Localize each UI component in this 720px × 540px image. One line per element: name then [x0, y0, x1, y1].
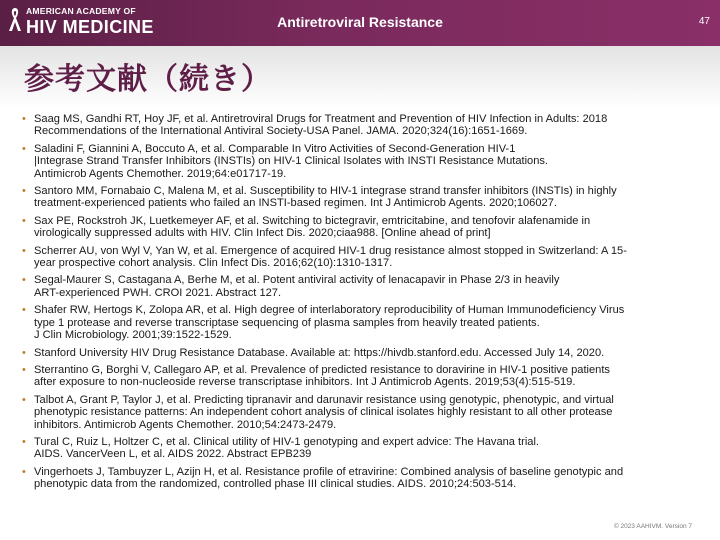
reference-text: Vingerhoets J, Tambuyzer L, Azijn H, et al. Resistance profile of etravirine: Combined analysis of baseline genotypic and phenotypic data from the randomized, controlled phase III clinical studies. AIDS. 2010;24:503-514. [34, 465, 624, 491]
reference-item [22, 215, 702, 240]
reference-text: Sterrantino G, Borghi V, Callegaro AP, et al. Prevalence of predicted resistance to doravirine in HIV-1 positive patients after exposure to non-nucleoside reverse transcriptase inhibitors. Int J Antimicrob Agents. 2019;53(4):515-519. [34, 363, 610, 389]
reference-item [22, 245, 702, 270]
reference-text: Sax PE, Rockstroh JK, Luetkemeyer AF, et al. Switching to bictegravir, emtricitabine, and tenofovir alafenamide in virologically suppressed adults with HIV. Clin Infect Dis. 2020;ciaa988. [Online ahead of print] [34, 214, 591, 240]
header-title: Antiretroviral Resistance [277, 14, 443, 30]
reference-item [22, 185, 702, 210]
reference-item [22, 466, 702, 491]
slide-number: 47 [698, 16, 710, 27]
reference-text: Stanford University HIV Drug Resistance Database. Available at: https://hivdb.stanford.edu. Accessed July 14, 2020. [34, 346, 605, 359]
reference-item [22, 394, 702, 431]
reference-text: Talbot A, Grant P, Taylor J, et al. Predicting tipranavir and darunavir resistance using genotypic, phenotypic, and virtual phenotypic resistance patterns: An independent cohort analysis of clinical isolates highly resistant to all other protease inhibitors. Antimicrob Agents Chemother. 2010;54:2473-2479. [34, 393, 614, 431]
copyright-footer: © 2023 AAHIVM. Version 7 [613, 523, 692, 530]
header-bar [0, 0, 720, 46]
reference-text: Scherrer AU, von Wyl V, Yan W, et al. Emergence of acquired HIV-1 drug resistance almost stopped in Switzerland: A 15- year prospective cohort analysis. Clin Infect Dis. 2016;62(10):1310-1317. [34, 244, 627, 270]
page-title: 参考文献（続き） [24, 62, 272, 97]
reference-item [22, 436, 702, 461]
reference-text: Segal-Maurer S, Castagana A, Berhe M, et al. Potent antiviral activity of lenacapavir in Phase 2/3 in heavily ART-experienced PWH. CROI 2021. Abstract 127. [34, 274, 560, 299]
reference-list [22, 113, 702, 496]
reference-item [22, 347, 702, 359]
reference-item [22, 304, 702, 341]
reference-text: Tural C, Ruiz L, Holtzer C, et al. Clinical utility of HIV-1 genotyping and expert advice: The Havana trial. AIDS. VancerVeen L, et al. AIDS 2022. Abstract EPB239 [34, 435, 539, 461]
reference-item [22, 143, 702, 180]
reference-text: Santoro MM, Fornabaio C, Malena M, et al. Susceptibility to HIV-1 integrase strand transfer inhibitors (INSTIs) in highly treatment-experienced patients who failed an INSTI-based regimen. Int J Antimicrob Agents. 2020;106027. [34, 185, 617, 210]
reference-item [22, 364, 702, 389]
reference-item [22, 274, 702, 299]
logo-main-text: HIV MEDICINE [26, 16, 154, 37]
logo-top-text: AMERICAN ACADEMY OF [26, 6, 136, 16]
reference-text: Saladini F, Giannini A, Boccuto A, et al. Comparable In Vitro Activities of Second-Generation HIV-1 |Integrase Strand Transfer Inhibitors (INSTIs) on HIV-1 Clinical Isolates with INSTI Resistance Mutations. Antimicrob Agents Chemother. 2019;64:e01717-19. [34, 142, 549, 180]
reference-text: Shafer RW, Hertogs K, Zolopa AR, et al. High degree of interlaboratory reproducibility of Human Immunodeficiency Virus type 1 protease and reverse transcriptase sequencing of plasma samples from heavily treated patients. J Clin Microbiology. 2001;39:1522-1529. [34, 304, 625, 342]
reference-text: Saag MS, Gandhi RT, Hoy JF, et al. Antiretroviral Drugs for Treatment and Prevention of HIV Infection in Adults: 2018 Recommendations of the International Antiviral Society-USA Panel. JAMA. 2020;324(16):1651-1669. [34, 113, 608, 138]
reference-item [22, 113, 702, 138]
